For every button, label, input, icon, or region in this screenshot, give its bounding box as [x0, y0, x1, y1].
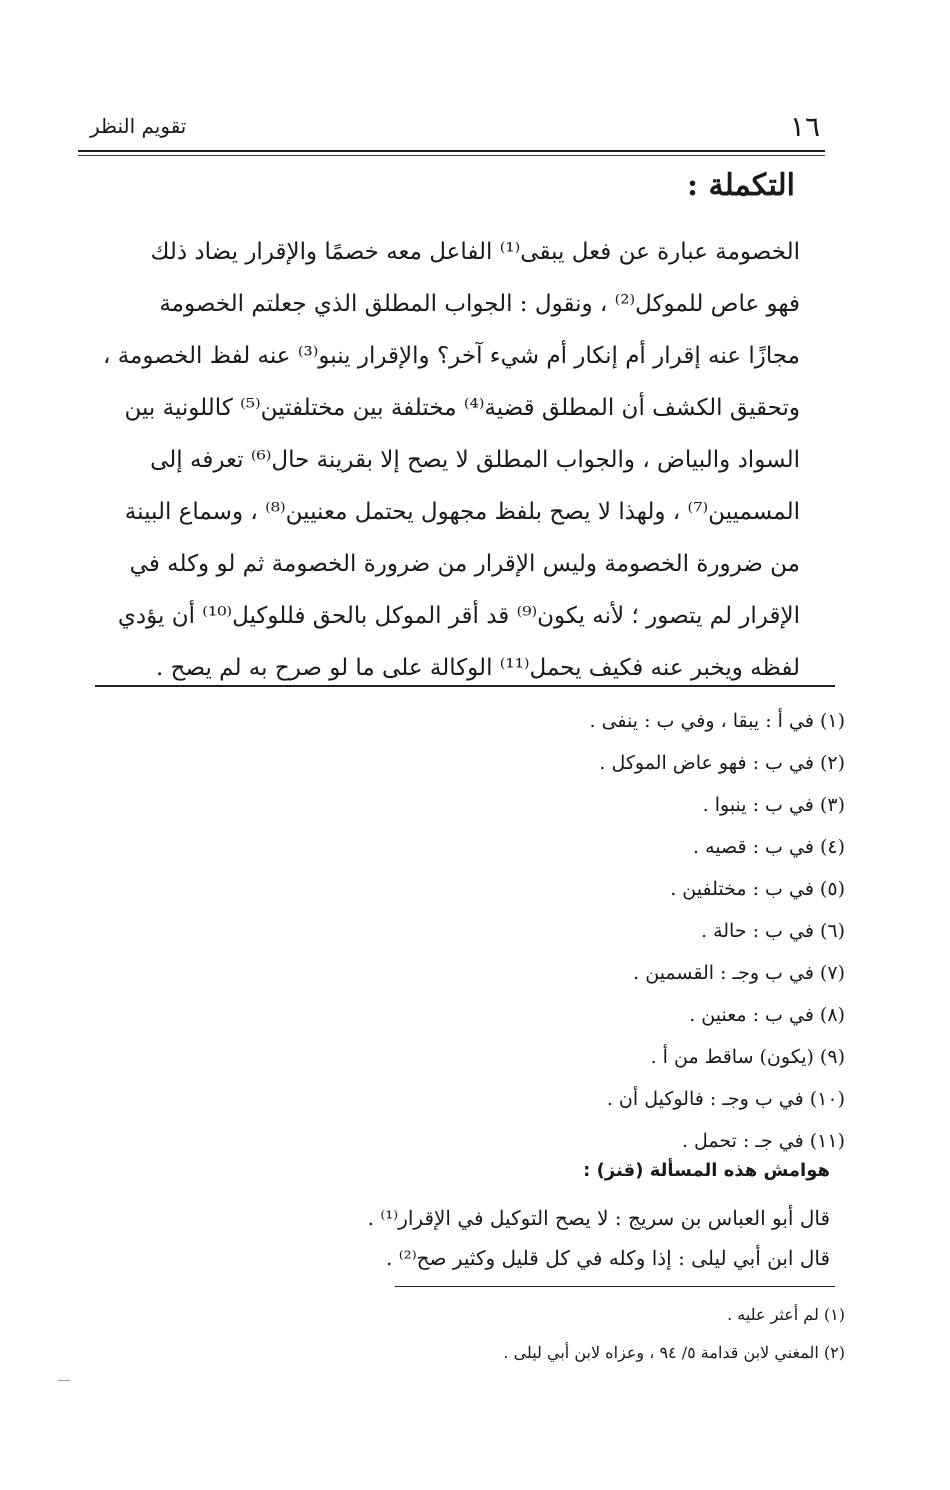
footnote: (١) في أ : يبقا ، وفي ب : ينفى . — [589, 710, 845, 732]
margin-footnotes — [503, 1296, 845, 1372]
margin-footnote: (٢) المغني لابن قدامة ٥/ ٩٤ ، وعزاه لابن أبي ليلى . — [503, 1343, 845, 1362]
footnote: (٢) في ب : فهو عاض الموكل . — [599, 752, 845, 774]
body-line: من ضرورة الخصومة وليس الإقرار من ضرورة الخصومة ثم لو وكله في — [129, 551, 800, 577]
body-line: فهو عاص للموكل⁽²⁾ ، ونقول : الجواب المطلق الذي جعلتم الخصومة — [159, 291, 800, 317]
footnote: (٣) في ب : ينبوا . — [702, 794, 845, 816]
body-line: الإقرار لم يتصور ؛ لأنه يكون⁽⁹⁾ قد أقر الموكل بالحق فللوكيل⁽¹⁰⁾ أن يؤدي — [117, 603, 800, 629]
page-number: ١٦ — [789, 110, 820, 143]
footnote: (٥) في ب : مختلفين . — [670, 878, 845, 900]
margin-note-line: قال أبو العباس بن سريج : لا يصح التوكيل في الإقرار⁽¹⁾ . — [367, 1206, 830, 1230]
footnote: (٦) في ب : حالة . — [700, 920, 845, 942]
body-line: السواد والبياض ، والجواب المطلق لا يصح إلا بقرينة حال⁽⁶⁾ تعرفه إلى — [150, 447, 800, 473]
section-heading: التكملة : — [687, 168, 795, 203]
header-rule-thin — [78, 155, 825, 156]
body-line: لفظه ويخبر عنه فكيف يحمل⁽¹¹⁾ الوكالة على ما لو صرح به لم يصح . — [156, 655, 800, 681]
margin-note-line: قال ابن أبي ليلى : إذا وكله في كل قليل وكثير صح⁽²⁾ . — [386, 1246, 830, 1270]
book-title: تقويم النظر — [90, 114, 187, 138]
margin-footnote-separator — [395, 1286, 835, 1287]
body-line: المسميين⁽⁷⁾ ، ولهذا لا يصح بلفظ مجهول يحتمل معنيين⁽⁸⁾ ، وسماع البينة — [124, 499, 800, 525]
body-line: الخصومة عبارة عن فعل يبقى⁽¹⁾ الفاعل معه خصمًا والإقرار يضاد ذلك — [150, 239, 800, 265]
footnote: (٨) في ب : معنين . — [689, 1004, 845, 1026]
body-line: وتحقيق الكشف أن المطلق قضية⁽⁴⁾ مختلفة بين مختلفتين⁽⁵⁾ كاللونية بين — [124, 395, 800, 421]
footnote: (١٠) في ب وجـ : فالوكيل أن . — [606, 1088, 845, 1110]
main-body — [100, 226, 800, 694]
header-rule-thick — [78, 150, 825, 152]
footnote: (١١) في جـ : تحمل . — [681, 1130, 845, 1152]
body-line: مجازًا عنه إقرار أم إنكار أم شيء آخر؟ والإقرار ينبو⁽³⁾ عنه لفظ الخصومة ، — [102, 343, 800, 369]
scan-mark — [58, 1380, 70, 1381]
footnote: (٩) (يكون) ساقط من أ . — [650, 1046, 845, 1068]
footnote-separator — [95, 685, 835, 687]
running-header — [90, 110, 820, 146]
footnotes — [145, 700, 845, 1162]
footnote: (٧) في ب وجـ : القسمين . — [633, 962, 845, 984]
margin-notes — [368, 1198, 830, 1278]
margin-notes-heading: هوامش هذه المسألة (قنز) : — [583, 1160, 830, 1181]
margin-footnote: (١) لم أعثر عليه . — [727, 1305, 845, 1324]
footnote: (٤) في ب : قصيه . — [693, 836, 845, 858]
